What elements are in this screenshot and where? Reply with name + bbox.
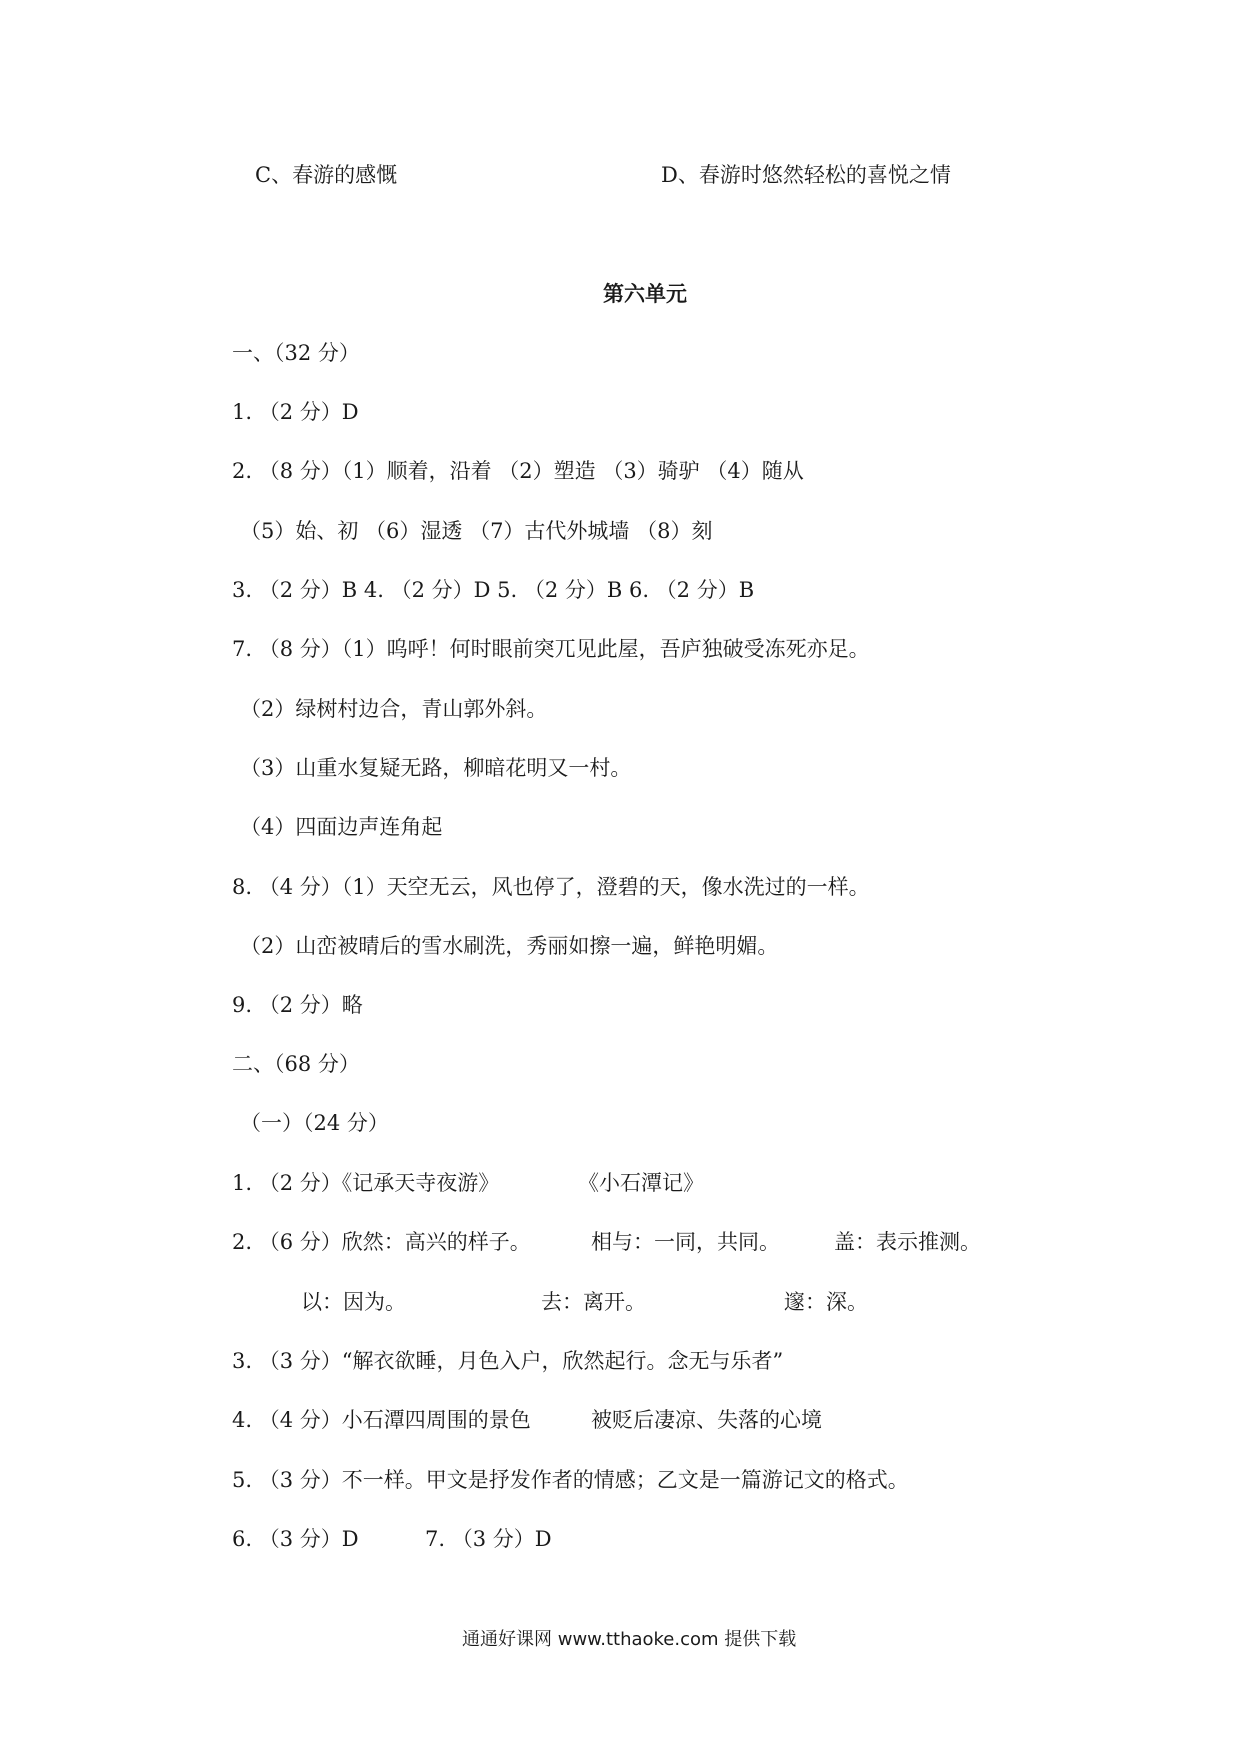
section1-heading: 一、（32 分）	[232, 341, 360, 365]
reading-answer-3: 3. （3 分）“解衣欲睡，月色入户，欣然起行。念无与乐者”	[232, 1349, 784, 1373]
reading-answer-2d: 以：因为。	[301, 1290, 406, 1314]
footer-credit: 通通好课网 www.tthaoke.com 提供下载	[462, 1629, 797, 1650]
reading-answer-4a: 4. （4 分）小石潭四周围的景色	[232, 1408, 531, 1432]
answer-7-4: （4）四面边声连角起	[240, 815, 443, 839]
reading-answer-5: 5. （3 分）不一样。甲文是抒发作者的情感；乙文是一篇游记文的格式。	[232, 1468, 909, 1492]
answer-3-6: 3. （2 分）B 4. （2 分）D 5. （2 分）B 6. （2 分）B	[232, 578, 755, 602]
reading-answer-2a: 2. （6 分）欣然：高兴的样子。	[232, 1230, 531, 1254]
section2-heading: 二、（68 分）	[232, 1052, 360, 1076]
option-c: C、春游的感慨	[255, 163, 398, 187]
reading-answer-1b: 《小石潭记》	[578, 1171, 704, 1195]
answer-2-line2: （5）始、初 （6）湿透 （7）古代外城墙 （8）刻	[240, 519, 713, 543]
reading-answer-7: 7. （3 分）D	[425, 1527, 552, 1551]
reading-answer-2f: 邃：深。	[784, 1290, 868, 1314]
reading-answer-2b: 相与：一同，共同。	[591, 1230, 780, 1254]
answer-1: 1. （2 分）D	[232, 400, 359, 424]
answer-7-2: （2）绿树村边合，青山郭外斜。	[240, 697, 548, 721]
answer-8-1: 8. （4 分）（1）天空无云，风也停了，澄碧的天，像水洗过的一样。	[232, 875, 870, 899]
unit-title: 第六单元	[603, 282, 687, 306]
answer-2-line1: 2. （8 分）（1）顺着，沿着 （2）塑造 （3）骑驴 （4）随从	[232, 459, 804, 483]
answer-8-2: （2）山峦被晴后的雪水刷洗，秀丽如擦一遍，鲜艳明媚。	[240, 934, 779, 958]
option-d: D、春游时悠然轻松的喜悦之情	[661, 163, 951, 187]
reading-answer-1a: 1. （2 分）《记承天寺夜游》	[232, 1171, 500, 1195]
reading-answer-2c: 盖：表示推测。	[834, 1230, 981, 1254]
reading-answer-4b: 被贬后凄凉、失落的心境	[591, 1408, 822, 1432]
reading-answer-2e: 去：离开。	[541, 1290, 646, 1314]
answer-9: 9. （2 分）略	[232, 993, 363, 1017]
subsection1-heading: （一）（24 分）	[240, 1111, 389, 1135]
answer-7-3: （3）山重水复疑无路，柳暗花明又一村。	[240, 756, 632, 780]
answer-7-1: 7. （8 分）（1）呜呼！何时眼前突兀见此屋，吾庐独破受冻死亦足。	[232, 637, 870, 661]
reading-answer-6: 6. （3 分）D	[232, 1527, 359, 1551]
